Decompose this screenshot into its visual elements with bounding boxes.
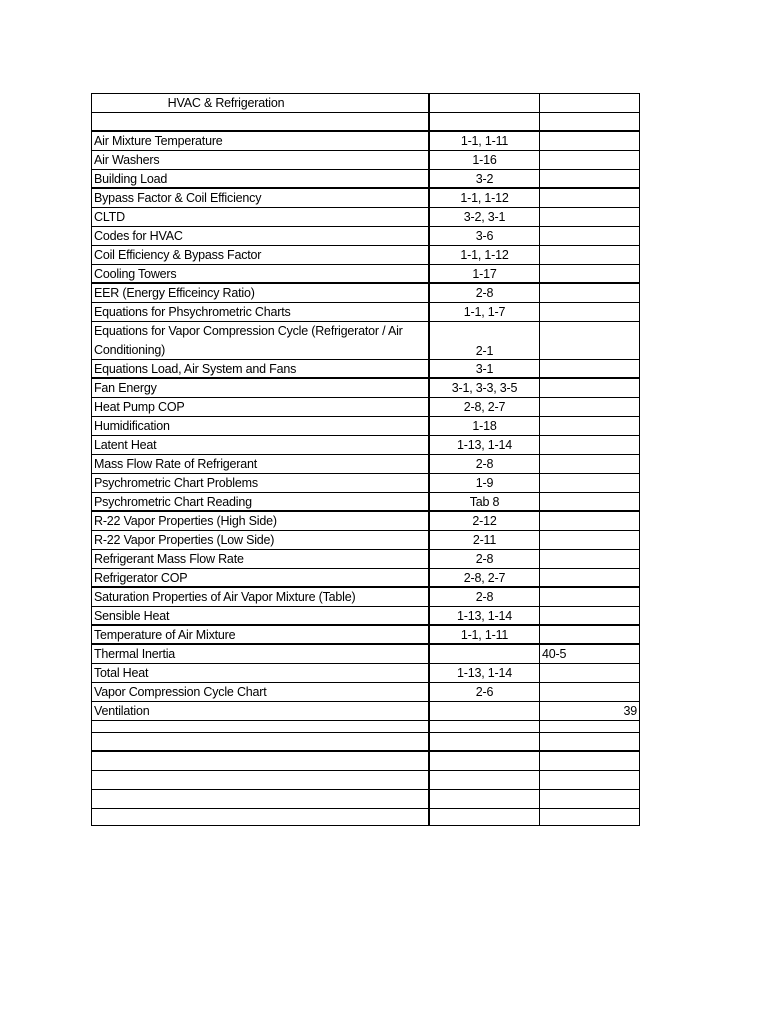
empty-ref-cell <box>430 790 540 808</box>
table-row <box>92 303 639 322</box>
table-row <box>92 360 639 379</box>
topic-cell: Equations for Vapor Compression Cycle (Refrigerator / Air Conditioning) <box>92 322 430 359</box>
extra-ref-cell <box>540 227 639 245</box>
empty-extra-cell <box>540 752 639 770</box>
title-ref-cell <box>430 94 540 112</box>
extra-ref-cell <box>540 683 639 701</box>
topic-cell: R-22 Vapor Properties (High Side) <box>92 512 430 530</box>
page-ref-cell: Tab 8 <box>430 493 540 510</box>
empty-ref-cell <box>430 714 540 732</box>
topic-cell: Total Heat <box>92 664 430 682</box>
page-ref-cell: 1-16 <box>430 151 540 169</box>
empty-extra-cell <box>540 809 639 825</box>
page-ref-cell: 1-9 <box>430 474 540 492</box>
topic-cell: Coil Efficiency & Bypass Factor <box>92 246 430 264</box>
topic-cell: Fan Energy <box>92 379 430 397</box>
table-row <box>92 683 639 702</box>
page-ref-cell: 1-1, 1-12 <box>430 189 540 207</box>
extra-ref-cell <box>540 360 639 377</box>
table-row <box>92 474 639 493</box>
page-ref-cell: 3-2 <box>430 170 540 187</box>
empty-ref-cell <box>430 752 540 770</box>
extra-ref-cell <box>540 246 639 264</box>
topic-cell: Codes for HVAC <box>92 227 430 245</box>
empty-row <box>92 733 639 752</box>
page-ref-cell: 1-1, 1-11 <box>430 626 540 643</box>
page-ref-cell: 1-13, 1-14 <box>430 436 540 454</box>
table-row <box>92 132 639 151</box>
empty-topic-cell <box>92 752 430 770</box>
extra-ref-cell <box>540 436 639 454</box>
empty-extra-cell <box>540 733 639 750</box>
topic-cell: Humidification <box>92 417 430 435</box>
table-row <box>92 436 639 455</box>
topic-cell: Heat Pump COP <box>92 398 430 416</box>
topic-cell: R-22 Vapor Properties (Low Side) <box>92 531 430 549</box>
empty-row <box>92 752 639 771</box>
extra-ref-cell <box>540 550 639 568</box>
page-ref-cell: 2-1 <box>430 322 540 359</box>
extra-ref-cell <box>540 664 639 682</box>
title-extra-cell <box>540 94 639 112</box>
page-ref-cell: 2-8, 2-7 <box>430 569 540 586</box>
topic-cell: Refrigerant Mass Flow Rate <box>92 550 430 568</box>
page-ref-cell: 1-1, 1-12 <box>430 246 540 264</box>
topic-cell: EER (Energy Efficeincy Ratio) <box>92 284 430 302</box>
page-ref-cell: 3-2, 3-1 <box>430 208 540 226</box>
page-ref-cell: 2-8, 2-7 <box>430 398 540 416</box>
empty-row <box>92 809 639 825</box>
extra-ref-cell <box>540 303 639 321</box>
page-ref-cell: 2-8 <box>430 455 540 473</box>
extra-ref-cell: 39 <box>623 704 637 718</box>
page-ref-cell: 1-1, 1-11 <box>430 132 540 150</box>
topic-cell: Building Load <box>92 170 430 187</box>
empty-row <box>92 714 639 733</box>
page-ref-cell: 3-1 <box>430 360 540 377</box>
topic-cell: Equations for Phsychrometric Charts <box>92 303 430 321</box>
table-row <box>92 208 639 227</box>
extra-ref-cell: 40-5 <box>542 647 567 661</box>
empty-ref-cell <box>430 733 540 750</box>
topic-cell: Refrigerator COP <box>92 569 430 586</box>
page-ref-cell: 1-13, 1-14 <box>430 664 540 682</box>
table-title: HVAC & Refrigeration <box>92 94 430 112</box>
empty-ref-cell <box>430 771 540 789</box>
blank-topic-cell <box>92 113 430 130</box>
page-ref-cell: 2-8 <box>430 284 540 302</box>
table-row <box>92 645 639 664</box>
table-row <box>92 550 639 569</box>
page-ref-cell: 2-8 <box>430 588 540 606</box>
topic-cell: Psychrometric Chart Problems <box>92 474 430 492</box>
empty-topic-cell <box>92 771 430 789</box>
extra-ref-cell <box>540 512 639 530</box>
extra-ref-cell <box>540 265 639 282</box>
empty-row <box>92 790 639 809</box>
blank-ref-cell <box>430 113 540 130</box>
title-row <box>92 94 639 113</box>
page-ref-cell <box>430 645 540 663</box>
table-row <box>92 512 639 531</box>
table-row <box>92 531 639 550</box>
extra-ref-cell <box>540 379 639 397</box>
topic-cell: Latent Heat <box>92 436 430 454</box>
table-row <box>92 664 639 683</box>
table-row <box>92 265 639 284</box>
page-ref-cell: 2-11 <box>430 531 540 549</box>
extra-ref-cell <box>540 322 639 359</box>
table-row <box>92 588 639 607</box>
extra-ref-cell <box>540 417 639 435</box>
table-row <box>92 189 639 208</box>
page-ref-cell: 2-12 <box>430 512 540 530</box>
table-row <box>92 626 639 645</box>
empty-ref-cell <box>430 809 540 825</box>
empty-extra-cell <box>540 790 639 808</box>
blank-extra-cell <box>540 113 639 130</box>
table-row <box>92 417 639 436</box>
table-row <box>92 398 639 417</box>
topic-cell: Temperature of Air Mixture <box>92 626 430 643</box>
topic-cell: Equations Load, Air System and Fans <box>92 360 430 377</box>
table-row <box>92 151 639 170</box>
topic-cell: Saturation Properties of Air Vapor Mixture (Table) <box>92 588 430 606</box>
extra-ref-cell <box>540 208 639 226</box>
extra-ref-cell <box>540 455 639 473</box>
empty-extra-cell <box>540 771 639 789</box>
extra-ref-cell <box>540 531 639 549</box>
topic-cell: CLTD <box>92 208 430 226</box>
topic-cell: Air Washers <box>92 151 430 169</box>
extra-ref-cell <box>540 132 639 150</box>
topic-cell: Psychrometric Chart Reading <box>92 493 430 510</box>
extra-ref-cell <box>540 151 639 169</box>
empty-extra-cell <box>540 714 639 732</box>
table-row <box>92 284 639 303</box>
extra-ref-cell <box>540 588 639 606</box>
table-row <box>92 170 639 189</box>
table-row <box>92 607 639 626</box>
extra-ref-cell <box>540 398 639 416</box>
topic-cell: Bypass Factor & Coil Efficiency <box>92 189 430 207</box>
topic-cell: Ventilation <box>92 702 430 720</box>
extra-ref-cell <box>540 474 639 492</box>
page-ref-cell: 2-6 <box>430 683 540 701</box>
page-ref-cell: 2-8 <box>430 550 540 568</box>
empty-topic-cell <box>92 733 430 750</box>
topic-cell: Mass Flow Rate of Refrigerant <box>92 455 430 473</box>
topic-cell: Air Mixture Temperature <box>92 132 430 150</box>
table-row <box>92 379 639 398</box>
extra-ref-cell <box>540 569 639 586</box>
page-ref-cell: 1-13, 1-14 <box>430 607 540 624</box>
extra-ref-cell <box>540 626 639 643</box>
table-row <box>92 455 639 474</box>
page-ref-cell: 3-1, 3-3, 3-5 <box>430 379 540 397</box>
page-ref-cell: 1-17 <box>430 265 540 282</box>
extra-ref-cell <box>540 284 639 302</box>
table-row <box>92 246 639 265</box>
table-row <box>92 322 639 360</box>
table-row <box>92 493 639 512</box>
index-table <box>91 93 640 826</box>
page-ref-cell: 3-6 <box>430 227 540 245</box>
empty-topic-cell <box>92 809 430 825</box>
table-row <box>92 227 639 246</box>
extra-ref-cell <box>540 493 639 510</box>
table-row <box>92 569 639 588</box>
extra-ref-cell <box>540 170 639 187</box>
empty-topic-cell <box>92 714 430 732</box>
empty-row <box>92 771 639 790</box>
topic-cell: Vapor Compression Cycle Chart <box>92 683 430 701</box>
blank-row <box>92 113 639 132</box>
extra-ref-cell <box>540 607 639 624</box>
empty-topic-cell <box>92 790 430 808</box>
topic-cell: Sensible Heat <box>92 607 430 624</box>
topic-cell: Thermal Inertia <box>92 645 430 663</box>
page-ref-cell: 1-18 <box>430 417 540 435</box>
extra-ref-cell <box>540 189 639 207</box>
topic-cell: Cooling Towers <box>92 265 430 282</box>
page-ref-cell: 1-1, 1-7 <box>430 303 540 321</box>
